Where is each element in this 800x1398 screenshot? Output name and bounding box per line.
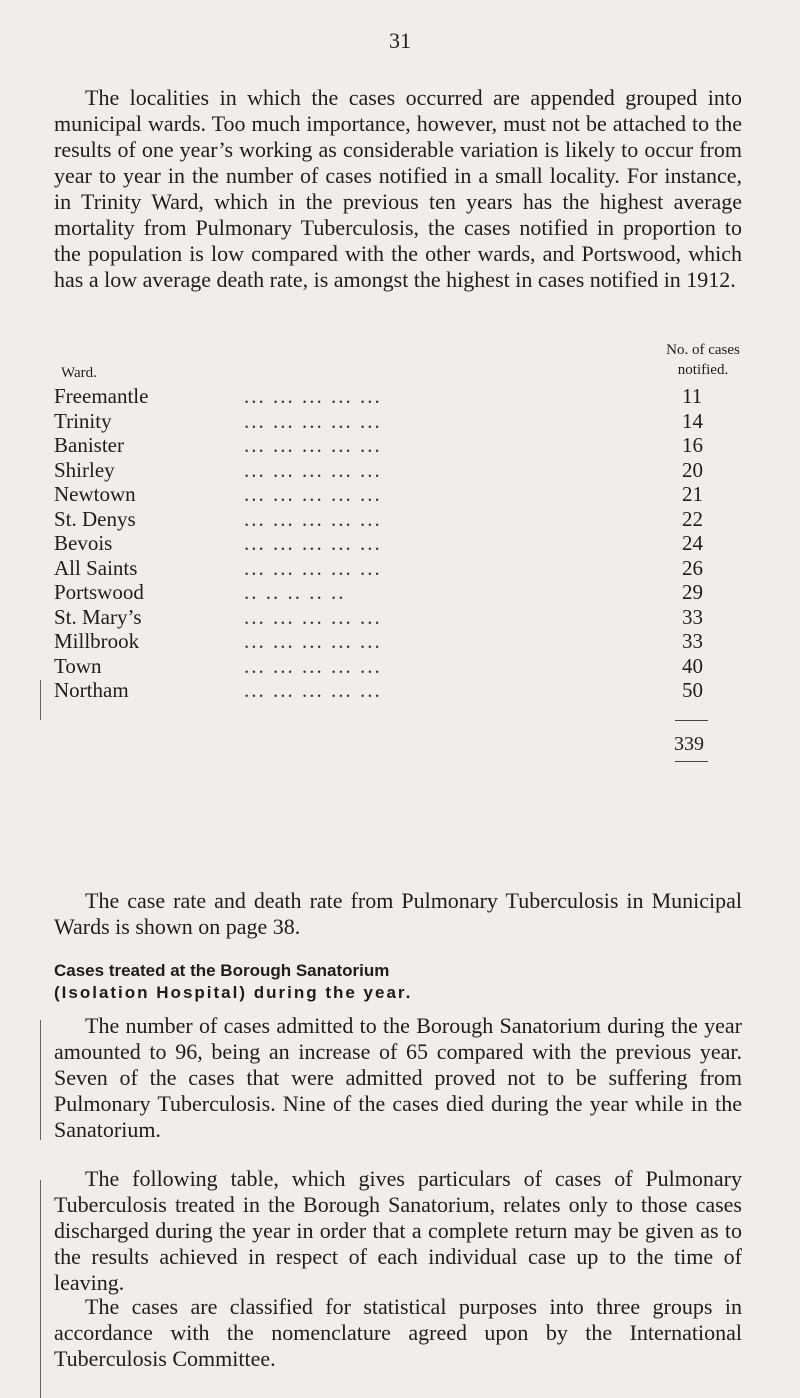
ward-name: Shirley bbox=[54, 457, 115, 482]
cases-header-line1: No. of cases bbox=[666, 342, 740, 358]
table-row bbox=[54, 556, 754, 581]
total-cases: 339 bbox=[674, 733, 704, 755]
dot-leader: ... ... ... ... ... bbox=[244, 678, 382, 702]
dot-leader: ... ... ... ... ... bbox=[244, 531, 382, 555]
ward-column-header: Ward. bbox=[61, 365, 97, 381]
page-number: 31 bbox=[389, 28, 411, 53]
section-heading-isolation: (Isolation Hospital) bbox=[54, 983, 247, 1002]
ward-name: Trinity bbox=[54, 408, 112, 433]
binding-margin-mark bbox=[40, 680, 41, 720]
table-row bbox=[54, 409, 754, 434]
table-row bbox=[54, 678, 754, 703]
case-count: 29 bbox=[682, 580, 703, 604]
ward-name: All Saints bbox=[54, 555, 138, 580]
ward-name: Bevois bbox=[54, 531, 113, 555]
case-count: 33 bbox=[682, 629, 703, 653]
ward-name: Newtown bbox=[54, 482, 136, 506]
dot-leader: ... ... ... ... ... bbox=[244, 482, 382, 506]
dot-leader: ... ... ... ... ... bbox=[244, 506, 382, 531]
case-count: 22 bbox=[682, 506, 703, 531]
ward-name: Town bbox=[54, 653, 102, 678]
case-count: 14 bbox=[682, 408, 703, 433]
section-heading-during: during the year. bbox=[247, 983, 413, 1002]
table-row bbox=[54, 605, 754, 630]
ward-name: Portswood bbox=[54, 580, 144, 604]
ward-name: St. Denys bbox=[54, 506, 136, 531]
admissions-paragraph: The number of cases admitted to the Borough Sanatorium during the year amounted to 96, being an increase of 65 compared with the previous year. Seven of the cases that were admitted proved not to be suffering from Pulmonary Tuberculosis. Nine of the cases died during the year while in the Sanatorium. bbox=[54, 1013, 742, 1142]
dot-leader: ... ... ... ... ... bbox=[244, 457, 382, 482]
dot-leader: ... ... ... ... ... bbox=[244, 604, 382, 629]
table-row bbox=[54, 507, 754, 532]
table-row bbox=[54, 384, 754, 409]
binding-margin-mark bbox=[40, 1180, 41, 1398]
dot-leader: ... ... ... ... ... bbox=[244, 384, 382, 408]
table-row bbox=[54, 654, 754, 679]
ward-name: Banister bbox=[54, 433, 124, 457]
table-row bbox=[54, 629, 754, 654]
total-rule-top bbox=[675, 720, 708, 721]
dot-leader: ... ... ... ... ... bbox=[244, 408, 382, 433]
ward-name: Northam bbox=[54, 678, 129, 702]
section-heading-line2 bbox=[54, 982, 412, 1004]
case-count: 20 bbox=[682, 457, 703, 482]
binding-margin-mark bbox=[40, 1020, 41, 1140]
case-count: 11 bbox=[682, 384, 703, 408]
dot-leader: .. .. .. .. .. bbox=[244, 580, 346, 604]
section-heading bbox=[54, 960, 412, 1004]
dot-leader: ... ... ... ... ... bbox=[244, 433, 382, 457]
case-count: 40 bbox=[682, 653, 703, 678]
case-count: 16 bbox=[682, 433, 703, 457]
case-count: 21 bbox=[682, 482, 703, 506]
ward-cases-table bbox=[54, 384, 754, 703]
table-row bbox=[54, 482, 754, 507]
dot-leader: ... ... ... ... ... bbox=[244, 555, 382, 580]
case-count: 24 bbox=[682, 531, 703, 555]
cases-header-line2: notified. bbox=[677, 362, 729, 378]
case-count: 33 bbox=[682, 604, 703, 629]
case-count: 26 bbox=[682, 555, 703, 580]
table-row bbox=[54, 458, 754, 483]
following-table-paragraph: The following table, which gives particulars of cases of Pulmonary Tuberculosis treated in the Borough Sanatorium, relates only to those cases discharged during the year in order that a complete return may be given as to the results achieved in respect of each individual case up to the time of leaving. bbox=[54, 1166, 742, 1295]
intro-paragraph: The localities in which the cases occurred are appended grouped into municipal wards. Too much importance, however, must not be attached to the results of one year’s working as considerable variation is likely to occur from year to year in the number of cases notified in a small locality. For instance, in Trinity Ward, which in the previous ten years has the highest average mortality from Pulmonary Tuberculosis, the cases notified in proportion to the population is low compared with the other wards, and Portswood, which has a low average death rate, is amongst the highest in cases notified in 1912. bbox=[54, 85, 742, 292]
dot-leader: ... ... ... ... ... bbox=[244, 653, 382, 678]
case-count: 50 bbox=[682, 678, 703, 702]
classification-paragraph: The cases are classified for statistical purposes into three groups in accordance with the nomenclature agreed upon by the International Tuberculosis Committee. bbox=[54, 1294, 742, 1371]
table-row bbox=[54, 580, 754, 605]
table-row bbox=[54, 433, 754, 458]
total-rule-bottom bbox=[675, 761, 708, 762]
case-rate-paragraph: The case rate and death rate from Pulmonary Tuberculosis in Municipal Wards is shown on page 38. bbox=[54, 888, 742, 939]
dot-leader: ... ... ... ... ... bbox=[244, 629, 382, 653]
table-row bbox=[54, 531, 754, 556]
ward-name: Freemantle bbox=[54, 384, 149, 408]
ward-name: St. Mary’s bbox=[54, 604, 142, 629]
ward-name: Millbrook bbox=[54, 629, 140, 653]
cases-column-header bbox=[644, 340, 762, 380]
section-heading-line1: Cases treated at the Borough Sanatorium bbox=[54, 961, 390, 980]
